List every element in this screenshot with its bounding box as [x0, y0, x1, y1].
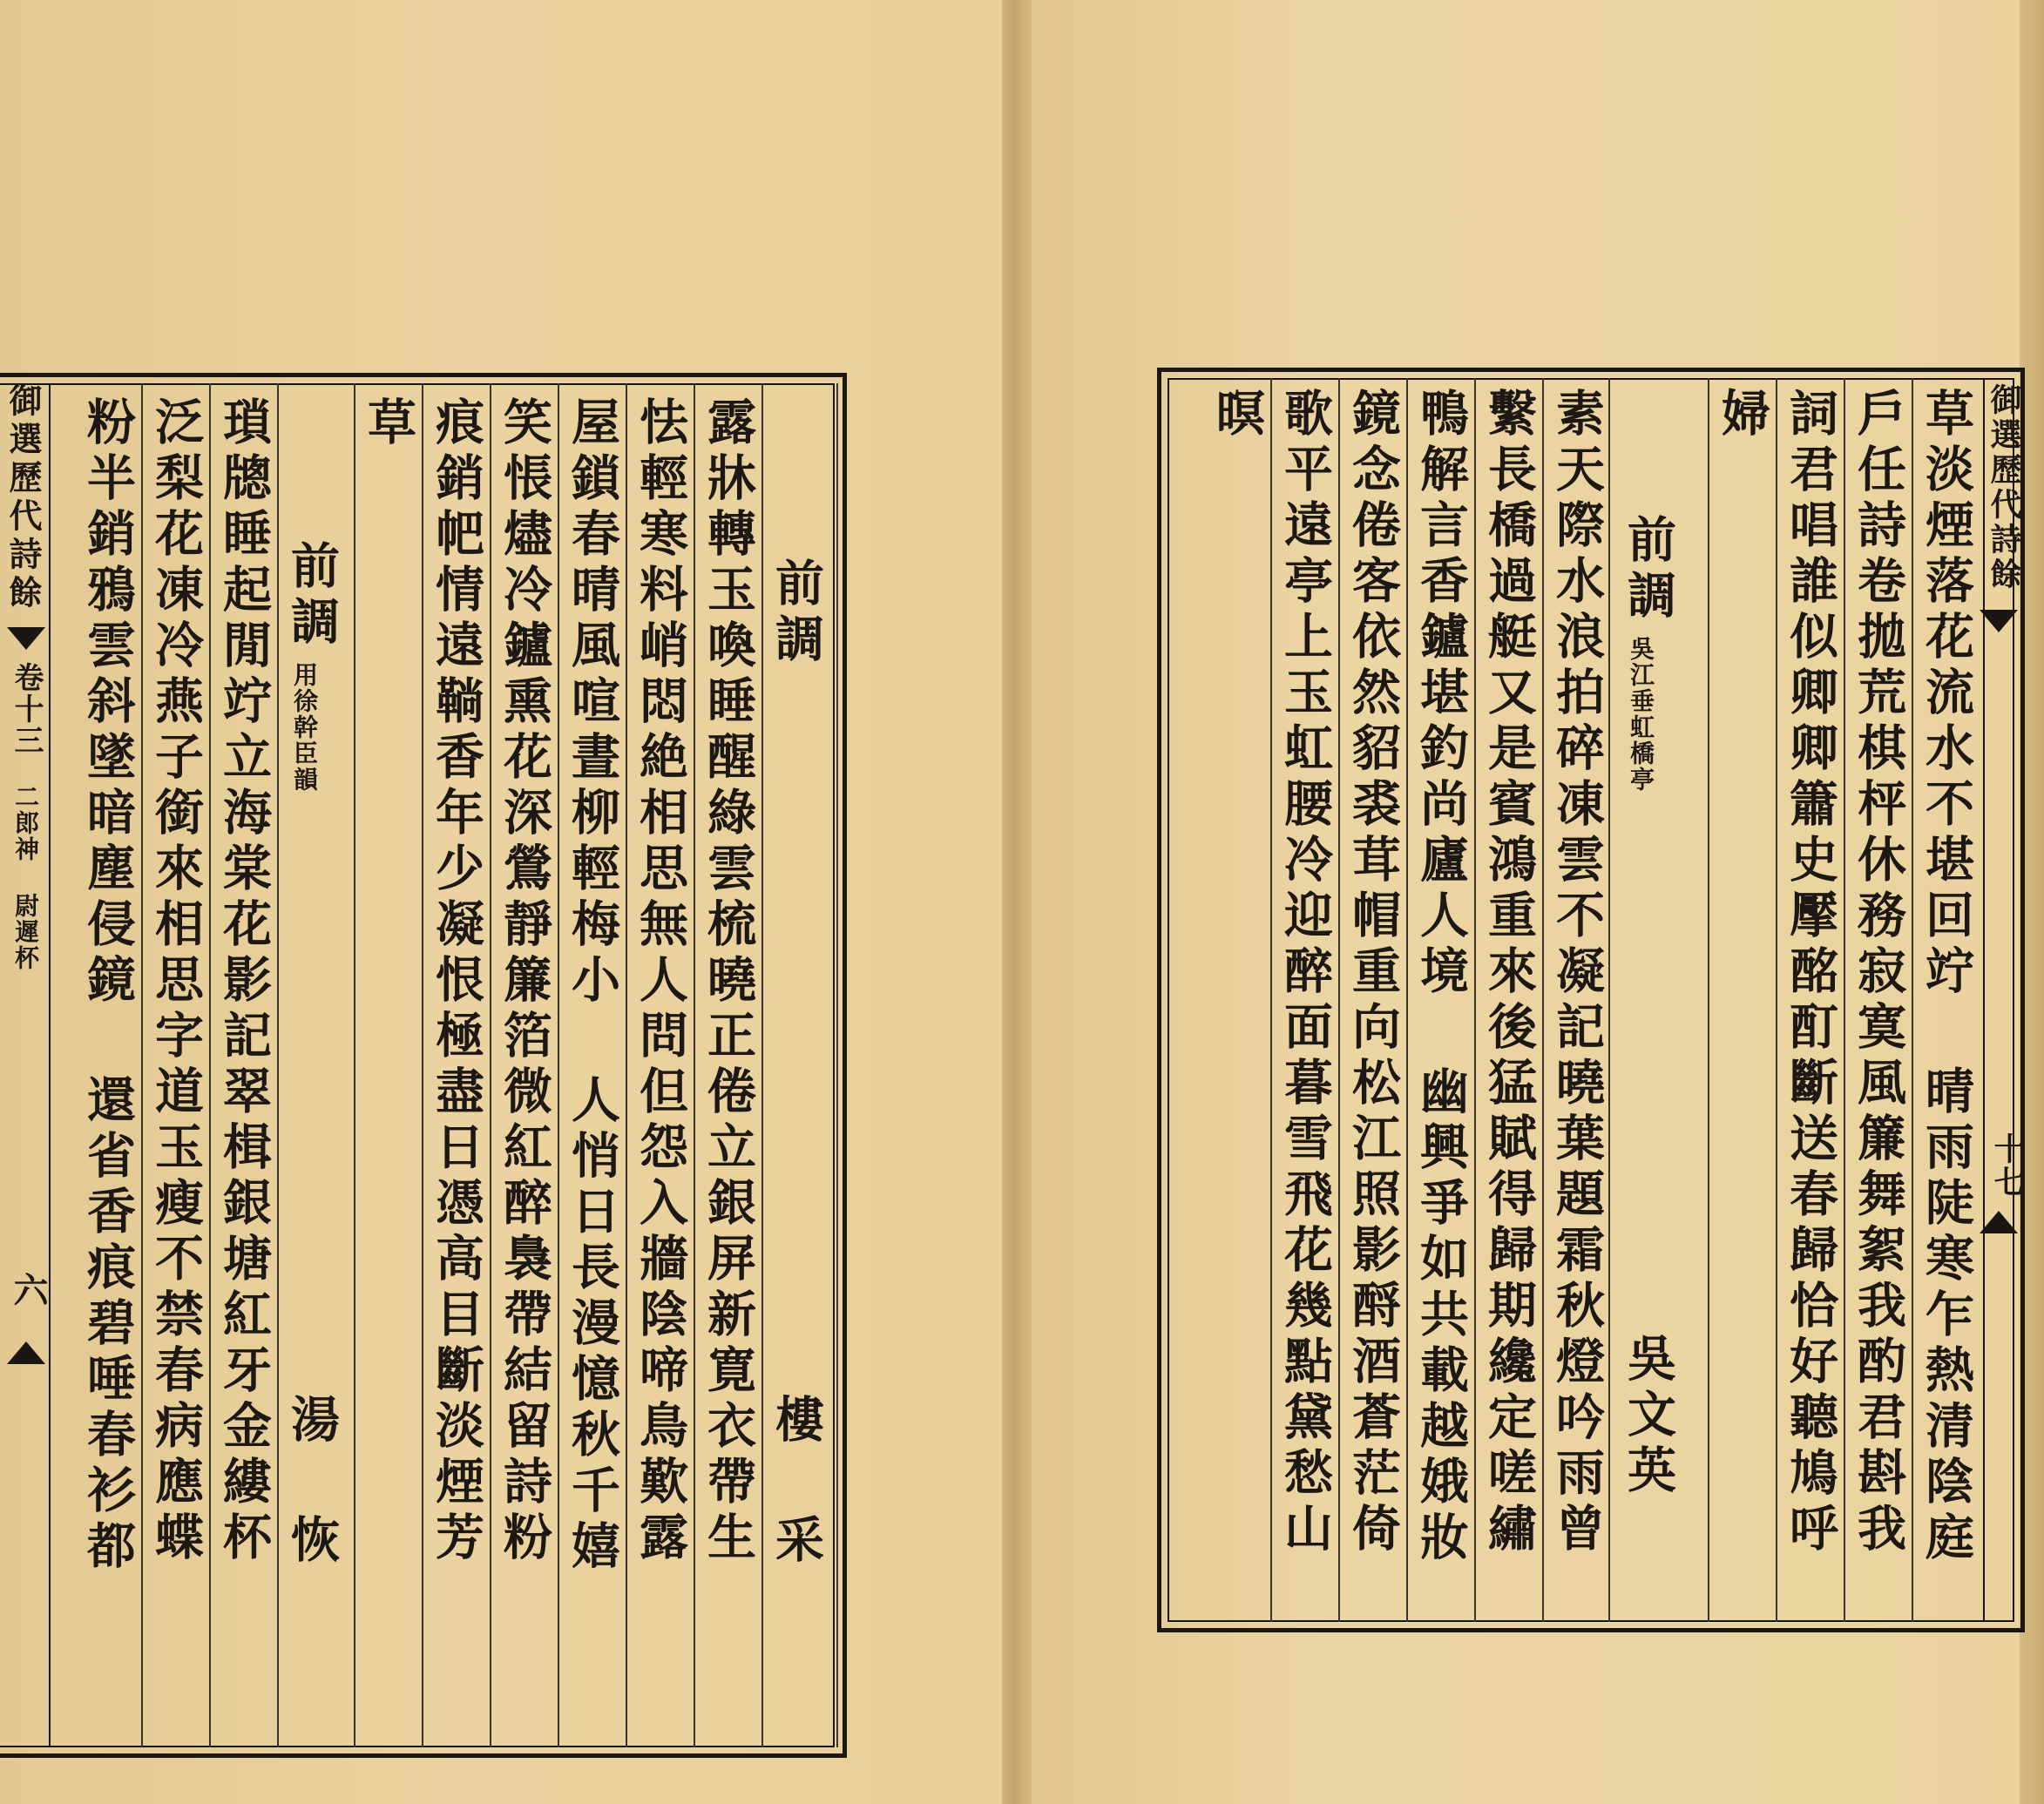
- poem-line: 鴨解言香鑪堪釣尚廬人境 幽興爭如共載越娥妝: [1412, 388, 1470, 1567]
- poem-author: 吳文英: [1620, 1333, 1677, 1500]
- poem-line: 粉半銷鴉雲斜墜暗塵侵鏡 還省香痕碧唾春衫都: [79, 396, 137, 1576]
- left-banxin-line: [49, 383, 51, 1747]
- right-page-number: 十七: [1989, 1132, 2026, 1199]
- poem-line: 暝: [1208, 388, 1266, 443]
- poem-line: 草: [360, 396, 417, 452]
- poem-line: 歌平遠亭上玉虹腰冷迎醉面暮雪飛花幾點黛愁山: [1276, 388, 1334, 1558]
- poem-heading: 前調: [768, 557, 825, 669]
- column-rule: [1912, 378, 1913, 1622]
- poem-author: 樓 采: [768, 1394, 825, 1570]
- left-margin-volume: 卷十三: [9, 662, 44, 756]
- column-rule: [836, 383, 838, 1747]
- poem-line: 草淡煙落花流水不堪回竚 晴雨陡寒乍熱清陰庭: [1918, 388, 1975, 1567]
- column-rule: [1406, 378, 1408, 1622]
- column-rule: [422, 383, 423, 1747]
- poem-line: 瑣牕睡起閒竚立海棠花影記翠楫銀塘紅牙金縷杯: [215, 396, 273, 1567]
- poem-line: 詞君唱誰似卿卿簫史擪酩酊斷送春歸恰好聽鳩呼: [1782, 388, 1839, 1558]
- book-gutter: [1002, 0, 1032, 1804]
- poem-line: 繫長橋過艇又是賓鴻重來後猛賦得歸期纔定嗟繡: [1480, 388, 1538, 1558]
- poem-line: 泛梨花凍冷燕子銜來相思字道玉瘦不禁春病應蝶: [147, 396, 205, 1567]
- fish-tail-mark: [1980, 1211, 2018, 1233]
- left-margin-title: 御選歷代詩餘: [3, 383, 43, 613]
- column-rule: [1776, 378, 1777, 1622]
- right-banxin-line: [1983, 378, 1985, 1622]
- poem-line: 戶任詩卷拋荒棋枰休務寂寞風簾舞絮我酌君斟我: [1850, 388, 1907, 1558]
- poem-line: 素天際水浪拍碎凍雲不凝記曉葉題霜秋燈吟雨曾: [1548, 388, 1606, 1558]
- poem-line: 痕銷帊情遠鞝香年少凝恨極盡日憑高目斷淡煙芳: [428, 396, 485, 1567]
- poem-heading: 前調: [1620, 514, 1677, 625]
- column-rule: [1474, 378, 1476, 1622]
- column-rule: [1844, 378, 1845, 1622]
- poem-note: 用徐幹臣韻: [290, 662, 319, 793]
- poem-note: 吳江垂虹橋亭: [1627, 636, 1655, 793]
- column-rule: [694, 383, 695, 1747]
- column-rule: [1338, 378, 1340, 1622]
- column-rule: [141, 383, 143, 1747]
- poem-line: 婦: [1714, 388, 1771, 443]
- column-rule: [1542, 378, 1544, 1622]
- fish-tail-mark: [1980, 610, 2018, 632]
- left-page-number: 六: [8, 1272, 49, 1308]
- column-rule: [354, 383, 355, 1747]
- fish-tail-mark: [7, 1341, 45, 1364]
- left-margin-section: 二郎神 尉遲杯: [11, 784, 40, 971]
- column-rule: [558, 383, 559, 1747]
- poem-line: 屋鎖春晴風喧晝柳輕梅小 人悄日長漫憶秋千嬉: [564, 396, 621, 1576]
- poem-author: 湯 恢: [283, 1394, 341, 1570]
- poem-line: 怯輕寒料峭悶絶相思無人問但怨入牆陰啼鳥歎露: [632, 396, 689, 1567]
- poem-line: 笑悵燼冷鑪熏花深鶯靜簾箔微紅醉裊帶結留詩粉: [496, 396, 553, 1567]
- poem-line: 露牀轉玉喚睡醒綠雲梳曉正倦立銀屏新寛衣帶生: [700, 396, 757, 1567]
- column-rule: [626, 383, 627, 1747]
- column-rule: [761, 383, 763, 1747]
- column-rule: [1608, 378, 1610, 1622]
- column-rule: [490, 383, 491, 1747]
- right-margin-title: 御選歷代詩餘: [1986, 383, 2022, 592]
- poem-line: 鏡念倦客依然貂裘茸帽重向松江照影酹酒蒼茫倚: [1344, 388, 1402, 1558]
- column-rule: [277, 383, 279, 1747]
- poem-heading: 前調: [283, 540, 341, 652]
- fish-tail-mark: [7, 627, 45, 650]
- column-rule: [209, 383, 211, 1747]
- column-rule: [1270, 378, 1272, 1622]
- column-rule: [1708, 378, 1709, 1622]
